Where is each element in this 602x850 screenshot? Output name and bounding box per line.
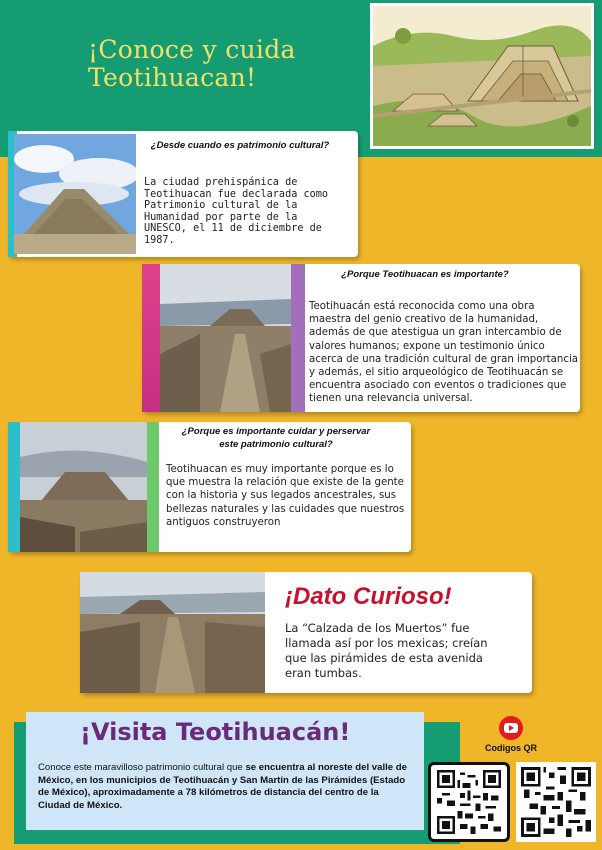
hero-illustration-frame <box>370 3 594 149</box>
card3-accent-right <box>147 422 159 552</box>
pyramid-sun-photo <box>14 134 136 254</box>
calzada-photo <box>160 264 291 412</box>
question-heading: ¿Porque es importante cuidar y perservar este patrimonio cultural? <box>181 426 371 450</box>
pyramid-illustration <box>373 6 591 146</box>
qr-code-1-pattern <box>436 770 502 834</box>
page-title-line2: Teotihuacan! <box>88 63 257 92</box>
section-text: Teotihuacan es muy importante porque es lo que muestra la relación que existe de la gente con la historia y sus legados ancestrales, sus bellezas naturales y las cuidades que nuestros antiguos construyeron <box>166 464 405 528</box>
qr-code-2-pattern <box>521 767 591 837</box>
section-text: Teotihuacán está reconocida como una obra maestra del genio creativo de la humanidad, además de que atestigua un gran intercambio de valores humanos; expone un testimonio único acerca de una tradición cultural de gran importancia y además, el sitio arqueológico de Teotihuacán se encuentra asociado con eventos o tradiciones que tienen una relevancia universal. <box>309 301 579 405</box>
card2-accent-left <box>142 264 160 412</box>
question-heading: ¿Porque Teotihuacan es importante? <box>341 269 509 280</box>
visit-text-bold: se encuentra al noreste del valle de México, en los municipios de Teotihuacán y San Martín de las Pirámides (Estado de México), aproximadamente a 78 kilómetros de distancia del centro de la Ciudad de México. <box>38 762 408 811</box>
visit-title: ¡Visita Teotihuacán! <box>80 718 351 746</box>
section-text: La ciudad prehispánica de Teotihuacan fue declarada como Patrimonio cultural de la Humanidad por parte de la UNESCO, el 11 de diciembre de 1987. <box>144 177 329 246</box>
card3-accent-left <box>8 422 20 552</box>
qr-code-1[interactable] <box>428 762 510 842</box>
visit-text-plain: Conoce este maravilloso patrimonio cultural que <box>38 762 246 773</box>
youtube-icon[interactable] <box>499 716 523 740</box>
qr-label: Codigos QR <box>485 743 537 753</box>
card2-accent-right <box>291 264 305 412</box>
play-icon <box>509 725 514 731</box>
qr-code-2[interactable] <box>516 762 596 842</box>
visit-text <box>38 762 410 812</box>
dato-curioso-title: ¡Dato Curioso! <box>285 583 452 610</box>
page-title <box>88 36 318 92</box>
question-heading: ¿Desde cuando es patrimonio cultural? <box>150 140 330 151</box>
dato-curioso-text: La “Calzada de los Muertos” fue llamada así por los mexicas; creían que las pirámides de esta avenida eran tumbas. <box>285 621 488 680</box>
page-title-line1: ¡Conoce y cuida <box>88 35 296 64</box>
avenue-photo <box>80 572 265 693</box>
pyramid-moon-photo <box>20 422 147 552</box>
